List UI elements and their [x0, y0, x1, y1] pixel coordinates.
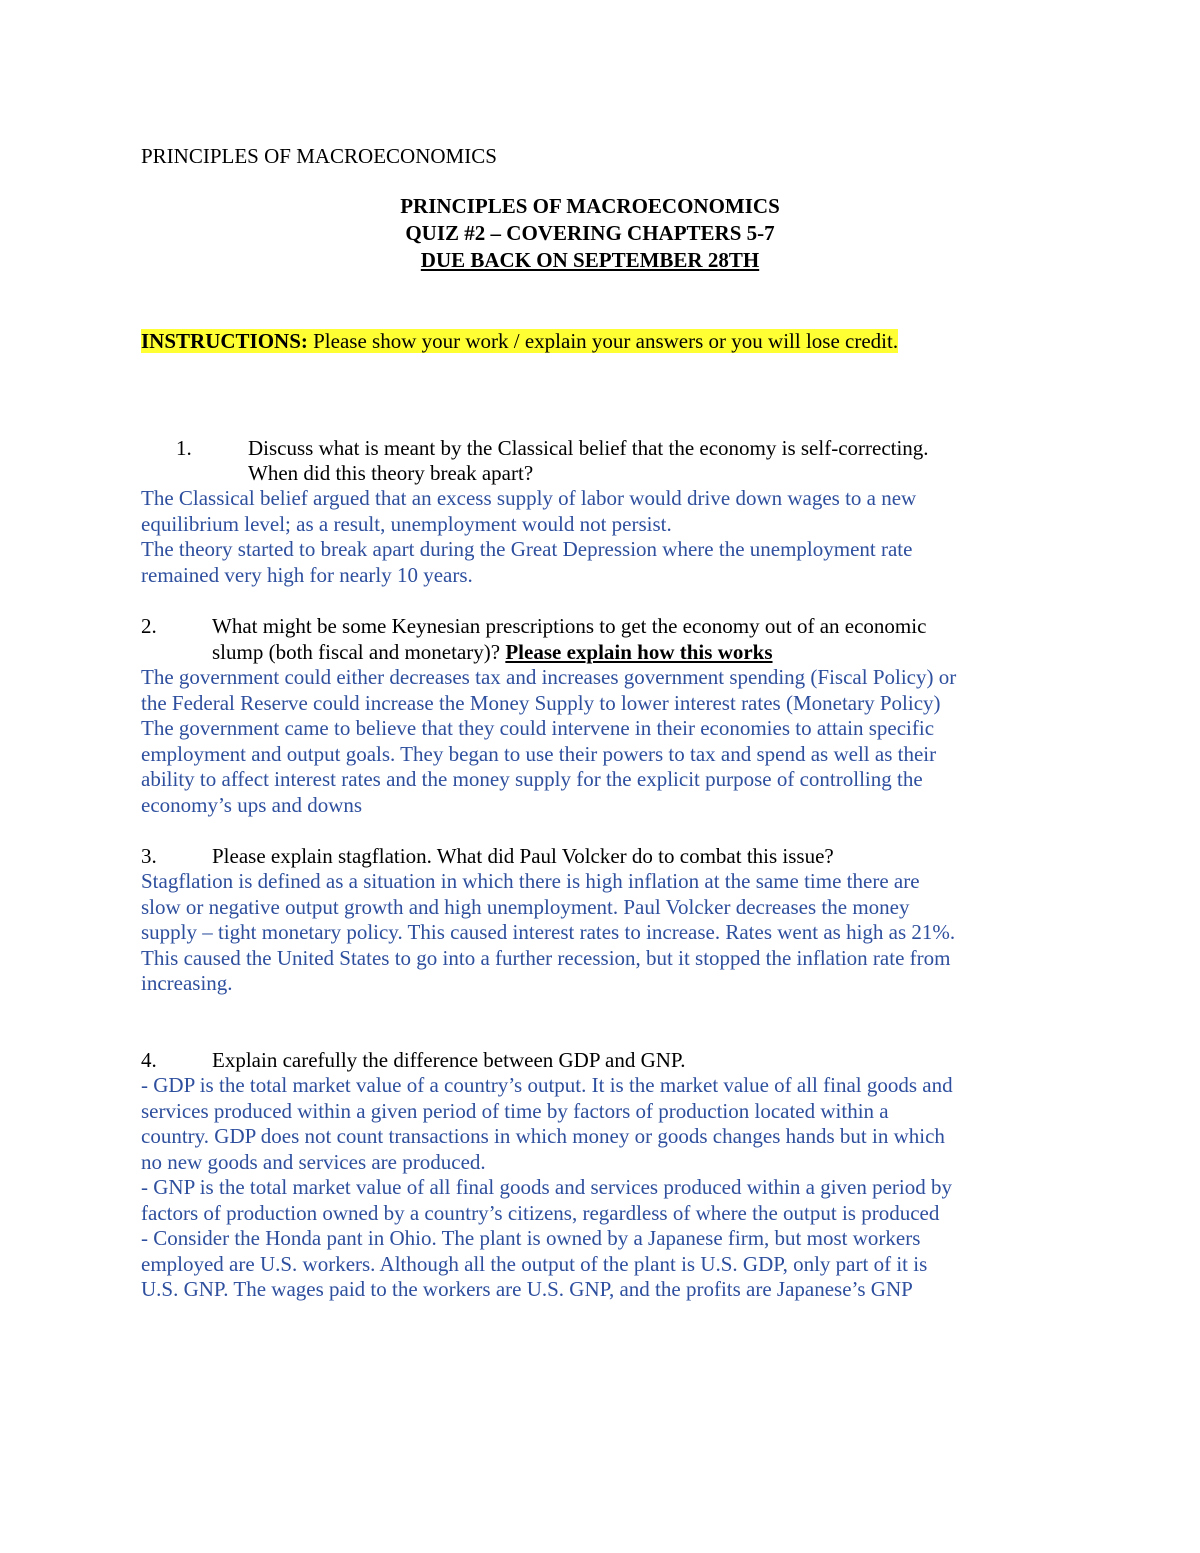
answer-1-line-1: The Classical belief argued that an excess supply of labor would drive down wages to a new — [141, 486, 917, 510]
running-title: PRINCIPLES OF MACROECONOMICS — [141, 144, 497, 168]
answer-4-line-3: country. GDP does not count transactions in which money or goods changes hands but in which — [141, 1124, 945, 1148]
question-1-number: 1. — [176, 436, 192, 460]
answer-4-line-2: services produced within a given period of time by factors of production located within a — [141, 1099, 889, 1123]
answer-2-line-6: economy’s ups and downs — [141, 793, 363, 817]
answer-2-line-3: The government came to believe that they could intervene in their economies to attain specific — [141, 716, 935, 740]
question-4-line-1: Explain carefully the difference between GDP and GNP. — [212, 1048, 686, 1072]
answer-3-line-2: slow or negative output growth and high unemployment. Paul Volcker decreases the money — [141, 895, 910, 919]
instructions-label: INSTRUCTIONS: — [141, 329, 308, 353]
document-subtitle: QUIZ #2 – COVERING CHAPTERS 5-7 — [405, 221, 775, 245]
answer-2-line-2: the Federal Reserve could increase the Money Supply to lower interest rates (Monetary Policy) — [141, 691, 941, 715]
answer-2-line-4: employment and output goals. They began to use their powers to tax and spend as well as their — [141, 742, 937, 766]
answer-4-line-4: no new goods and services are produced. — [141, 1150, 486, 1174]
answer-4-line-1: - GDP is the total market value of a country’s output. It is the market value of all final goods and — [141, 1073, 953, 1097]
question-2-line-2-text: slump (both fiscal and monetary)? — [212, 640, 506, 664]
question-4-number: 4. — [141, 1048, 157, 1072]
instructions — [141, 328, 898, 354]
answer-4-line-7: - Consider the Honda pant in Ohio. The plant is owned by a Japanese firm, but most workers — [141, 1226, 921, 1250]
answer-4-line-9: U.S. GNP. The wages paid to the workers are U.S. GNP, and the profits are Japanese’s GNP — [141, 1277, 913, 1301]
answer-4-line-8: employed are U.S. workers. Although all the output of the plant is U.S. GDP, only part of it is — [141, 1252, 928, 1276]
answer-4-line-5: - GNP is the total market value of all final goods and services produced within a given period by — [141, 1175, 953, 1199]
question-2-number: 2. — [141, 614, 157, 638]
instructions-text: Please show your work / explain your answers or you will lose credit. — [307, 329, 899, 353]
answer-1-line-3: The theory started to break apart during the Great Depression where the unemployment rate — [141, 537, 913, 561]
answer-3-line-5: increasing. — [141, 971, 233, 995]
question-2-line-1: What might be some Keynesian prescriptions to get the economy out of an economic — [212, 614, 927, 638]
answer-3-line-3: supply – tight monetary policy. This caused interest rates to increase. Rates went as high as 21%. — [141, 920, 956, 944]
answer-3-line-4: This caused the United States to go into a further recession, but it stopped the inflation rate from — [141, 946, 951, 970]
answer-3-line-1: Stagflation is defined as a situation in which there is high inflation at the same time there are — [141, 869, 920, 893]
document-title: PRINCIPLES OF MACROECONOMICS — [400, 194, 780, 218]
answer-4-line-6: factors of production owned by a country’s citizens, regardless of where the output is produced — [141, 1201, 940, 1225]
question-1-line-1: Discuss what is meant by the Classical belief that the economy is self-correcting. — [248, 436, 929, 460]
question-3-line-1: Please explain stagflation. What did Paul Volcker do to combat this issue? — [212, 844, 834, 868]
answer-2-line-1: The government could either decreases tax and increases government spending (Fiscal Policy) or — [141, 665, 957, 689]
question-2-emphasis: Please explain how this works — [505, 640, 773, 664]
due-date: DUE BACK ON SEPTEMBER 28TH — [420, 248, 760, 272]
question-1-line-2: When did this theory break apart? — [248, 461, 534, 485]
question-3-number: 3. — [141, 844, 157, 868]
question-2-line-2 — [212, 639, 773, 665]
answer-2-line-5: ability to affect interest rates and the money supply for the explicit purpose of controlling the — [141, 767, 923, 791]
answer-1-line-2: equilibrium level; as a result, unemployment would not persist. — [141, 512, 672, 536]
answer-1-line-4: remained very high for nearly 10 years. — [141, 563, 473, 587]
